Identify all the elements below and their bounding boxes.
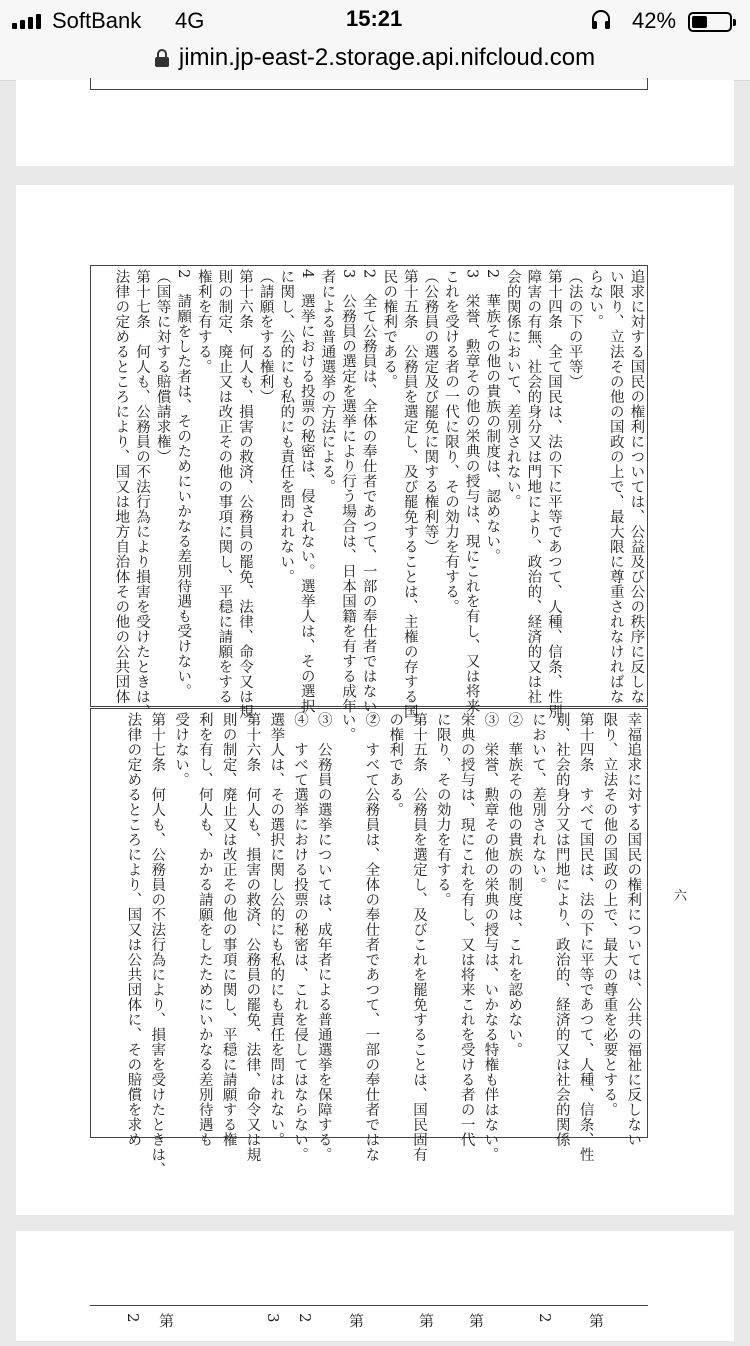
text-column: ③ 栄誉、勲章その他の栄典の授与は、いかなる特権も伴はない。 [482, 712, 499, 1162]
text-column: ② 華族その他の貴族の制度は、これを認めない。 [506, 712, 523, 1057]
text-column: 3 栄誉、勲章その他の栄典の授与は、現にこれを有し、又は将来 [463, 269, 480, 714]
browser-top-bar [0, 0, 750, 81]
text-column: 2 請願をした者は、そのためにいかなる差別待遇も受けない。 [175, 269, 192, 699]
text-column: 法律の定めるところにより、国又は地方自治体その他の公共団体 [113, 269, 130, 704]
text-column: 3 公務員の選定を選挙により行う場合は、日本国籍を有する成年 [340, 269, 356, 714]
text-column: 限り、立法その他の国政の上で、最大の尊重を必要とする。 [601, 712, 618, 1117]
headphones-icon [590, 8, 612, 30]
text-column: （請願をする権利） [257, 269, 274, 404]
pdf-page [16, 185, 734, 1215]
text-column: これを受ける者の一代に限り、その効力を有する。 [443, 269, 459, 614]
text-column: 障害の有無、社会的身分又は門地により、政治的、経済的又は社 [525, 269, 542, 704]
text-column: 第十六条 何人も、損害の救済、公務員の罷免、法律、命令又は規 [244, 712, 261, 1162]
text-column: 第十五条 公務員を選定し、及び罷免することは、主権の存する国 [401, 269, 418, 719]
text-column: い限り、立法その他の国政の上で、最大限に尊重されなければな [607, 269, 624, 704]
next-page-label: 2 [296, 1313, 314, 1323]
text-column: 選挙人は、その選択に関し公的にも私的にも責任を問はれない。 [268, 712, 285, 1147]
text-column: 追求に対する国民の権利については、公益及び公の秩序に反しな [628, 269, 645, 704]
battery-icon [688, 12, 732, 32]
battery-level-fill [692, 16, 707, 28]
page-number: 六 [674, 889, 688, 904]
text-column: 利を有し、何人も、かかる請願をしたためにいかなる差別待遇も [196, 712, 213, 1147]
text-column: 第十六条 何人も、損害の救済、公務員の罷免、法律、命令又は規 [237, 269, 253, 719]
lock-icon [155, 49, 169, 67]
next-page-label: 第 [417, 1313, 435, 1328]
text-column: の権利である。 [387, 712, 404, 817]
signal-strength-icon [12, 14, 41, 29]
text-column: らない。 [587, 269, 604, 329]
text-column: 民の権利である。 [381, 269, 398, 389]
text-column: 2 華族その他の貴族の制度は、認めない。 [484, 269, 501, 564]
table-frame [90, 78, 648, 90]
network-type: 4G [175, 8, 205, 33]
next-page-label: 3 [264, 1313, 282, 1323]
text-column: 4 選挙における投票の秘密は、侵されない。選挙人は、その選択 [298, 269, 315, 714]
text-column: 第十四条 すべて国民は、法の下に平等であつて、人種、信条、性 [577, 712, 594, 1162]
text-column: 第十七条 何人も、公務員の不法行為により損害を受けたときは、 [134, 269, 150, 719]
text-column: ② すべて公務員は、全体の奉仕者であつて、一部の奉仕者ではな [363, 712, 380, 1162]
text-column: 者による普通選挙の方法による。 [319, 269, 336, 494]
text-column: 則の制定、廃止又は改正その他の事項に関し、平穏に請願する権 [220, 712, 237, 1147]
status-bar [0, 0, 750, 42]
text-column: 則の制定、廃止又は改正その他の事項に関し、平穏に請願をする [216, 269, 233, 704]
next-page-label: 2 [536, 1313, 554, 1323]
text-column: （法の下の平等） [566, 269, 583, 389]
text-column: 第十五条 公務員を選定し、及びこれを罷免することは、国民固有 [411, 712, 427, 1162]
next-page-label: 第 [467, 1313, 485, 1328]
battery-percent: 42% [632, 8, 677, 33]
text-column: ③ 公務員の選挙については、成年者による普通選挙を保障する。 [315, 712, 332, 1162]
next-page-label: 第 [157, 1313, 175, 1328]
address-bar[interactable] [0, 40, 750, 76]
text-column: 法律の定めるところにより、国又は公共団体に、その賠償を求め [125, 712, 142, 1147]
text-column: に関し、公的にも私的にも責任を問われない。 [278, 269, 295, 584]
next-page-label: 2 [124, 1313, 142, 1323]
text-column: 第十四条 全て国民は、法の下に平等であつて、人種、信条、性別、 [546, 269, 562, 734]
status-time: 15:21 [346, 6, 403, 31]
text-column: 会的関係において、差別されない。 [504, 269, 521, 509]
text-column: 権利を有する。 [195, 269, 212, 374]
url-text[interactable]: jimin.jp-east-2.storage.api.nifcloud.com [178, 44, 596, 71]
text-column: 栄典の授与は、現にこれを有し、又は将来これを受ける者の一代 [458, 712, 475, 1147]
next-page-label: 第 [587, 1313, 605, 1328]
text-column: 幸福追求に対する国民の権利については、公共の福祉に反しない [625, 712, 642, 1147]
text-column: 第十七条 何人も、公務員の不法行為により、損害を受けたときは、 [149, 712, 166, 1177]
text-column: において、差別されない。 [530, 712, 546, 892]
pdf-page-previous [16, 80, 734, 166]
pdf-page-next [16, 1231, 734, 1341]
text-column: に限り、その効力を有する。 [434, 712, 451, 907]
text-column: ④ すべて選挙における投票の秘密は、これを侵してはならない。 [292, 712, 308, 1162]
text-column: （公務員の選定及び罷免に関する権利等） [422, 269, 439, 554]
text-column: 受けない。 [173, 712, 189, 787]
text-column: 別、社会的身分又は門地により、政治的、経済的又は社会的関係 [553, 712, 570, 1147]
carrier-name: SoftBank [52, 8, 142, 33]
text-column: （国等に対する賠償請求権） [154, 269, 171, 464]
text-column: 2 全て公務員は、全体の奉仕者であつて、一部の奉仕者ではない。 [360, 269, 377, 729]
next-page-label: 第 [347, 1313, 365, 1328]
text-column: い。 [339, 712, 356, 742]
